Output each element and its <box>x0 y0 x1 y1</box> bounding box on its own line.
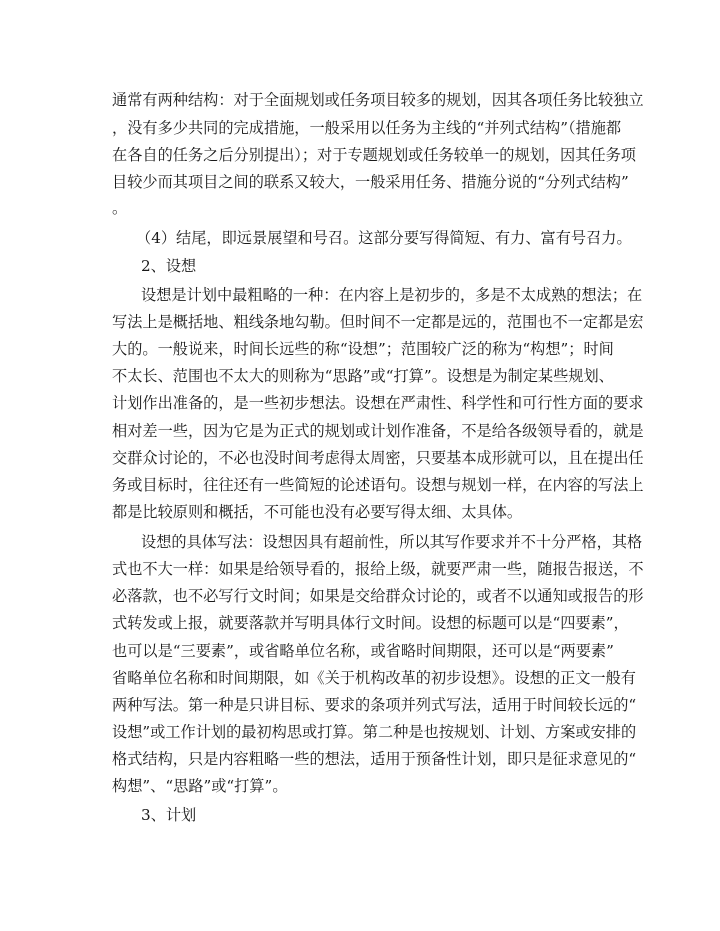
paragraph-line: 式也不大一样：如果是给领导看的，报给上级，就要严肃一些，随报告报送，不 <box>112 560 644 578</box>
paragraph-line: 目较少而其项目之间的联系又较大，一般采用任务、措施分说的“分列式结构” <box>112 173 629 191</box>
paragraph-line: 也可以是“三要素”，或省略单位名称，或省略时间期限，还可以是“两要素” <box>112 642 614 660</box>
paragraph-line: 必落款，也不必写行文时间；如果是交给群众讨论的，或者不以通知或报告的形 <box>112 587 644 605</box>
paragraph-line: 都是比较原则和概括，不可能也没有必要写得太细、太具体。 <box>112 503 523 521</box>
paragraph-line: 计划作出准备的，是一些初步想法。设想在严肃性、科学性和可行性方面的要求 <box>112 394 644 412</box>
paragraph-line: 设想是计划中最粗略的一种：在内容上是初步的，多是不太成熟的想法；在 <box>141 286 643 304</box>
paragraph-line: 大的。一般说来，时间长远些的称“设想”；范围较广泛的称为“构想”；时间 <box>112 340 614 358</box>
paragraph-line: 两种写法。第一种是只讲目标、要求的条项并列式写法，适用于时间较长远的“ <box>112 696 637 714</box>
paragraph-line: 。 <box>112 199 128 217</box>
paragraph-line: 不太长、范围也不太大的则称为“思路”或“打算”。设想是为制定某些规划、 <box>112 367 614 385</box>
paragraph-line: 相对差一些，因为它是为正式的规划或计划作准备，不是给各级领导看的，就是 <box>112 422 644 440</box>
section-heading-3: 3、计划 <box>141 806 197 824</box>
paragraph-line-conclusion: （4）结尾，即远景展望和号召。这部分要写得简短、有力、富有号召力。 <box>136 229 632 247</box>
paragraph-line: 格式结构，只是内容粗略一些的想法，适用于预备性计划，即只是征求意见的“ <box>112 750 637 768</box>
paragraph-line: 构想”、“思路”或“打算”。 <box>112 777 288 795</box>
section-heading-2: 2、设想 <box>141 257 197 275</box>
paragraph-line: 通常有两种结构：对于全面规划或任务项目较多的规划，因其各项任务比较独立 <box>112 91 644 109</box>
paragraph-line: ，没有多少共同的完成措施，一般采用以任务为主线的“并列式结构”（措施都 <box>112 119 622 137</box>
paragraph-line: 务或目标时，往往还有一些简短的论述语句。设想与规划一样，在内容的写法上 <box>112 476 644 494</box>
paragraph-line: 省略单位名称和时间期限，如《关于机构改革的初步设想》。设想的正文一般有 <box>112 669 636 687</box>
paragraph-line: 设想的具体写法：设想因具有超前性，所以其写作要求并不十分严格，其格 <box>141 533 643 551</box>
paragraph-line: 写法上是概括地、粗线条地勾勒。但时间不一定都是远的，范围也不一定都是宏 <box>112 313 644 331</box>
paragraph-line: 设想”或工作计划的最初构思或打算。第二种是也按规划、计划、方案或安排的 <box>112 723 637 741</box>
paragraph-line: 式转发或上报，就要落款并写明具体行文时间。设想的标题可以是“四要素”， <box>112 614 629 632</box>
paragraph-line: 交群众讨论的，不必也没时间考虑得太周密，只要基本成形就可以，且在提出任 <box>112 449 644 467</box>
paragraph-line: 在各自的任务之后分别提出）；对于专题规划或任务较单一的规划，因其任务项 <box>112 146 636 164</box>
